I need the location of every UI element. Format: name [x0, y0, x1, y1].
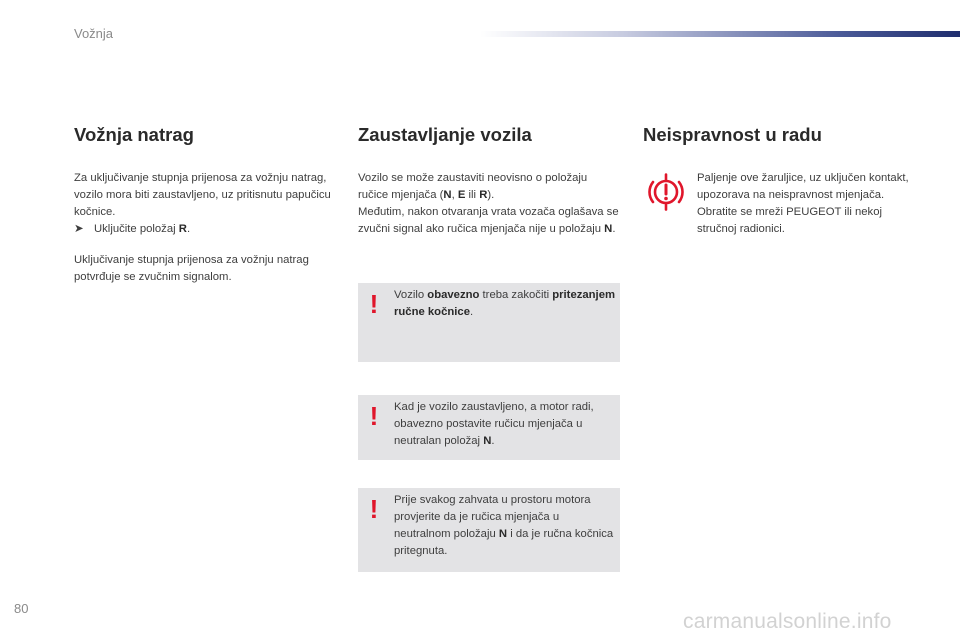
stopping-p1-e: E — [457, 189, 466, 201]
section-body-reverse — [74, 170, 336, 286]
stopping-p1-text: Vozilo se može zaustaviti neovisno o položaju ručice mjenjača ( — [358, 172, 588, 201]
stopping-p2-n: N — [604, 223, 613, 235]
notice2-a: Kad je vozilo zaustavljeno, a motor radi, obavezno postavite ručicu mjenjača u neutralan položaj — [394, 401, 594, 447]
exclamation-icon: ! — [369, 289, 379, 319]
exclamation-icon: ! — [369, 401, 379, 431]
stopping-paragraph-1 — [358, 170, 620, 204]
notice3-a: Prije svakog zahvata u prostoru motora provjerite da je ručica mjenjača u neutralnom položaju — [394, 494, 591, 540]
stopping-paragraph-2 — [358, 204, 620, 238]
notice2-bold: N — [483, 435, 492, 447]
notice-text-engine-work — [394, 492, 616, 560]
stopping-p1-n: N — [443, 189, 452, 201]
arrow-bullet-icon: ➤ — [74, 223, 84, 235]
stopping-p1-end: ). — [487, 189, 495, 201]
notice-box-neutral — [358, 395, 620, 460]
stopping-p1-sep: , — [451, 189, 458, 201]
notice2-b: . — [491, 435, 495, 447]
malfunction-paragraph-2: Obratite se mreži PEUGEOT ili nekoj stručnoj radionici. — [697, 206, 882, 235]
section-title-reverse: Vožnja natrag — [74, 124, 194, 145]
notice1-c: . — [469, 306, 474, 318]
notice1-b: treba zakočiti — [479, 289, 553, 301]
section-title-malfunction: Neispravnost u radu — [643, 124, 822, 145]
reverse-paragraph-1: Za uključivanje stupnja prijenosa za vožnju natrag, vozilo mora biti zaustavljeno, uz pritisnutu papučicu kočnice. — [74, 172, 331, 218]
section-title-stopping: Zaustavljanje vozila — [358, 124, 532, 145]
notice1-bold1: obavezno — [427, 289, 480, 301]
exclamation-icon: ! — [369, 494, 379, 524]
notice1-bold2: pritezanjem ručne kočnice — [394, 289, 616, 318]
reverse-bullet-bold: R — [178, 223, 187, 235]
stopping-p2-text: Međutim, nakon otvaranja vrata vozača oglašava se zvučni signal ako ručica mjenjača nije u položaju — [358, 206, 619, 235]
section-body-stopping — [358, 170, 620, 238]
notice1-a: Vozilo — [394, 289, 428, 301]
notice-box-engine-work — [358, 488, 620, 572]
notice-text-neutral — [394, 399, 616, 450]
stopping-p1-or: ili — [465, 189, 480, 201]
reverse-bullet-text: Uključite položaj — [94, 223, 179, 235]
section-body-malfunction — [697, 170, 912, 238]
notice3-b: i da je ručna kočnica pritegnuta. — [394, 528, 614, 557]
malfunction-paragraph-1: Paljenje ove žaruljice, uz uključen kontakt, upozorava na neispravnost mjenjača. — [697, 172, 909, 201]
header-gradient-bar — [480, 31, 960, 37]
chapter-title: Vožnja — [74, 26, 114, 41]
reverse-paragraph-2: Uključivanje stupnja prijenosa za vožnju natrag potvrđuje se zvučnim signalom. — [74, 254, 309, 283]
watermark: carmanualsonline.info — [683, 610, 892, 633]
gearbox-warning-icon — [647, 173, 685, 211]
notice-text-parking-brake — [394, 287, 616, 321]
reverse-bullet-suffix: . — [186, 223, 191, 235]
notice3-bold: N — [498, 528, 508, 540]
notice-box-parking-brake — [358, 283, 620, 362]
stopping-p1-r: R — [479, 189, 488, 201]
stopping-p2-end: . — [612, 223, 616, 235]
reverse-bullet — [74, 221, 336, 238]
page-number: 80 — [14, 601, 29, 616]
